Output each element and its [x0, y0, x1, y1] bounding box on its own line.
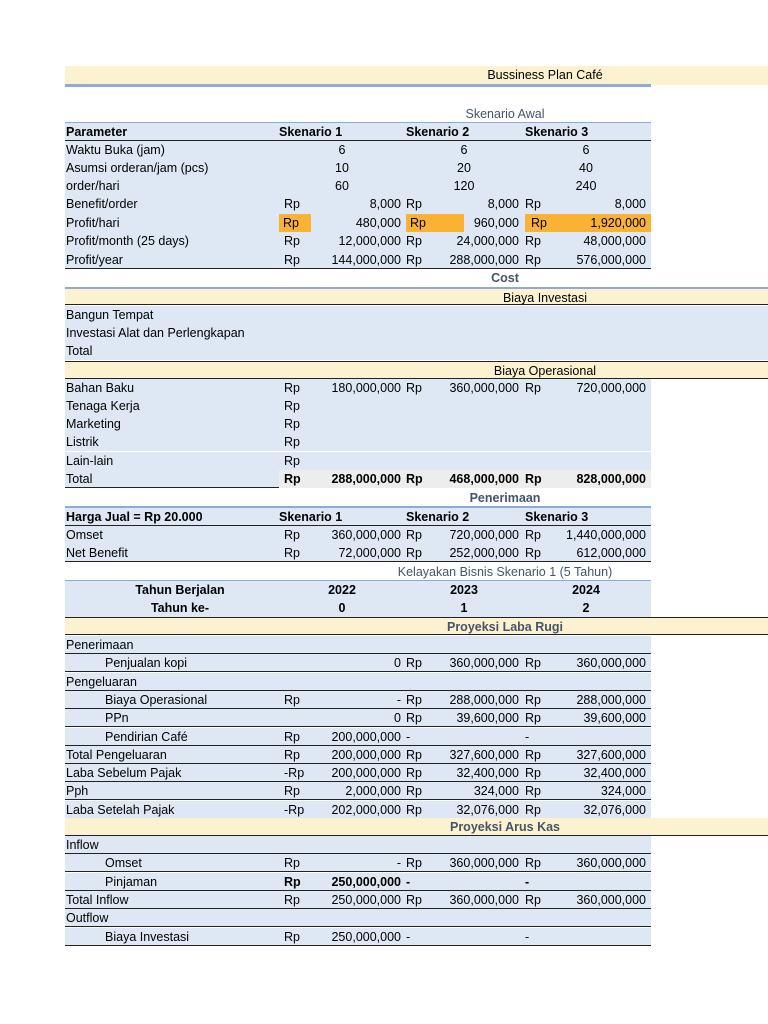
- parameter-label: order/hari: [66, 179, 120, 193]
- currency-label: Rp: [284, 417, 300, 431]
- parameter-row: [65, 159, 651, 177]
- operasional-row: [65, 415, 651, 433]
- currency-label: Rp: [284, 381, 300, 395]
- arus_kas-value-1: -: [396, 856, 401, 870]
- parameter-row: [65, 195, 651, 214]
- laba_rugi-label: Total Pengeluaran: [66, 748, 167, 762]
- value-skenario-2: 468,000,000: [449, 472, 519, 486]
- investasi-label: Total: [66, 344, 93, 358]
- penerimaan-skenario-1-header: Skenario 1: [279, 510, 343, 524]
- tahun-ke-3: 2: [582, 601, 590, 615]
- investasi-label: Investasi Alat dan Perlengkapan: [66, 326, 245, 340]
- operasional-label: Tenaga Kerja: [66, 399, 140, 413]
- cost-heading: Cost: [491, 271, 519, 285]
- currency-label: Rp: [525, 381, 541, 395]
- laba_rugi-value-2: 39,600,000: [456, 711, 519, 725]
- laba_rugi-currency-1: Rp: [284, 784, 300, 798]
- arus_kas-label: Inflow: [66, 838, 99, 852]
- laba_rugi-currency-1: Rp: [284, 730, 300, 744]
- value-skenario-2: 24,000,000: [456, 234, 519, 248]
- arus_kas-row: [65, 891, 651, 909]
- penerimaan-label: Net Benefit: [66, 546, 128, 560]
- laba_rugi-currency-1: -Rp: [284, 803, 305, 817]
- laba_rugi-label: Pendirian Café: [105, 730, 188, 744]
- currency-label: Rp: [284, 234, 300, 248]
- value-skenario-2: 6: [460, 143, 468, 157]
- arus_kas-label: Outflow: [66, 911, 109, 925]
- laba_rugi-currency-1: Rp: [284, 693, 300, 707]
- value-skenario-1: 72,000,000: [338, 546, 401, 560]
- arus_kas-label: Biaya Investasi: [105, 930, 190, 944]
- laba_rugi-value-3: 324,000: [600, 784, 646, 798]
- laba_rugi-currency-3: Rp: [525, 693, 541, 707]
- arus_kas-label: Omset: [105, 856, 142, 870]
- tahun-ke-row: [65, 599, 651, 617]
- parameter-header-row: [65, 123, 651, 141]
- investasi-row: [65, 306, 768, 324]
- currency-label: Rp: [284, 399, 300, 413]
- laba_rugi-row: [65, 654, 651, 672]
- arus_kas-currency-1: Rp: [284, 893, 300, 907]
- value-skenario-3: 8,000: [614, 197, 646, 211]
- laba_rugi-label: Pengeluaran: [66, 675, 137, 689]
- operasional-label: Total: [66, 472, 93, 486]
- value-skenario-2: 120: [453, 179, 475, 193]
- sheet-title: Bussiness Plan Café: [487, 68, 603, 82]
- currency-label: Rp: [406, 197, 422, 211]
- kelayakan-row: [65, 563, 651, 582]
- value-skenario-3: 720,000,000: [576, 381, 646, 395]
- skenario-awal-underline: [65, 105, 651, 124]
- value-skenario-2: 960,000: [473, 216, 519, 230]
- currency-label: Rp: [284, 472, 301, 486]
- arus_kas-row: [65, 909, 651, 927]
- tahun-berjalan-label: Tahun Berjalan: [135, 583, 225, 597]
- value-skenario-1: 180,000,000: [331, 381, 401, 395]
- laba_rugi-currency-2: Rp: [406, 784, 422, 798]
- laba_rugi-currency-2: -: [406, 730, 411, 744]
- laba_rugi-row: [65, 782, 651, 800]
- currency-label: Rp: [525, 546, 541, 560]
- parameter-row: [65, 141, 651, 159]
- currency-label: Rp: [406, 234, 422, 248]
- tahun-berjalan-2: 2023: [450, 583, 478, 597]
- laba_rugi-value-1: 200,000,000: [331, 766, 401, 780]
- value-skenario-3: 48,000,000: [583, 234, 646, 248]
- value-skenario-1: 6: [338, 143, 346, 157]
- parameter-label: Asumsi orderan/jam (pcs): [66, 161, 209, 175]
- laba_rugi-currency-3: -: [525, 730, 530, 744]
- laba_rugi-currency-3: Rp: [525, 784, 541, 798]
- value-skenario-1: 12,000,000: [338, 234, 401, 248]
- currency-label: Rp: [406, 546, 422, 560]
- arus_kas-currency-2: -: [406, 930, 411, 944]
- value-skenario-2: 252,000,000: [449, 546, 519, 560]
- operasional-row: [65, 470, 651, 488]
- skenario-1-header: Skenario 1: [279, 125, 343, 139]
- value-skenario-2: 288,000,000: [449, 253, 519, 267]
- arus_kas-value-1: 250,000,000: [331, 930, 401, 944]
- value-skenario-3: 40: [579, 161, 593, 175]
- operasional-label: Bahan Baku: [66, 381, 135, 395]
- tahun-berjalan-1: 2022: [328, 583, 356, 597]
- cost-row: [65, 269, 651, 287]
- arus_kas-value-2: 360,000,000: [449, 856, 519, 870]
- arus_kas-row: [65, 873, 651, 891]
- laba_rugi-value-1: -: [396, 693, 401, 707]
- value-skenario-2: 360,000,000: [449, 381, 519, 395]
- arus_kas-value-3: 360,000,000: [576, 893, 646, 907]
- currency-label: Rp: [525, 472, 542, 486]
- laba_rugi-currency-3: Rp: [525, 766, 541, 780]
- value-skenario-1: 288,000,000: [331, 472, 401, 486]
- arus_kas-row: [65, 854, 651, 872]
- arus_kas-currency-3: -: [525, 875, 530, 889]
- title-row: [65, 66, 768, 85]
- operasional-row: [65, 433, 651, 451]
- laba_rugi-value-1: 0: [394, 711, 401, 725]
- penerimaan-data-row: [65, 526, 651, 544]
- laba_rugi-label: Laba Sebelum Pajak: [66, 766, 182, 780]
- value-skenario-3: 240: [575, 179, 597, 193]
- laba_rugi-currency-3: Rp: [525, 748, 541, 762]
- laba_rugi-currency-3: Rp: [525, 803, 541, 817]
- laba_rugi-currency-2: Rp: [406, 656, 422, 670]
- proyeksi-arus-kas-row: [65, 818, 768, 836]
- investasi-label: Bangun Tempat: [66, 308, 154, 322]
- biaya-operasional-heading: Biaya Operasional: [493, 364, 597, 378]
- arus_kas-row: [65, 928, 651, 946]
- value-skenario-1: 8,000: [369, 197, 401, 211]
- currency-label: Rp: [525, 253, 541, 267]
- penerimaan-heading: Penerimaan: [469, 491, 541, 505]
- arus_kas-currency-2: Rp: [406, 856, 422, 870]
- currency-label: Rp: [525, 197, 541, 211]
- laba_rugi-row: [65, 746, 651, 764]
- arus_kas-currency-3: -: [525, 930, 530, 944]
- laba_rugi-value-3: 32,400,000: [583, 766, 646, 780]
- parameter-row: [65, 232, 651, 251]
- laba_rugi-currency-2: Rp: [406, 693, 422, 707]
- laba_rugi-label: Biaya Operasional: [105, 693, 208, 707]
- skenario-3-header: Skenario 3: [525, 125, 589, 139]
- arus_kas-currency-1: Rp: [284, 856, 300, 870]
- laba_rugi-currency-2: Rp: [406, 766, 422, 780]
- currency-label: Rp: [284, 197, 300, 211]
- laba_rugi-value-1: 2,000,000: [345, 784, 401, 798]
- laba_rugi-label: Penerimaan: [66, 638, 134, 652]
- arus_kas-currency-2: -: [406, 875, 411, 889]
- value-skenario-2: 8,000: [487, 197, 519, 211]
- laba_rugi-currency-3: Rp: [525, 711, 541, 725]
- proyeksi-arus-kas-heading: Proyeksi Arus Kas: [449, 820, 560, 834]
- laba_rugi-value-2: 288,000,000: [449, 693, 519, 707]
- laba_rugi-label: Laba Setelah Pajak: [66, 803, 175, 817]
- penerimaan-row: [65, 489, 651, 508]
- currency-label: Rp: [284, 435, 300, 449]
- currency-label: Rp: [284, 546, 300, 560]
- value-skenario-3: 612,000,000: [576, 546, 646, 560]
- currency-label: Rp: [406, 528, 422, 542]
- currency-label: Rp: [525, 528, 541, 542]
- currency-label: Rp: [525, 214, 651, 232]
- parameter-row: [65, 214, 651, 232]
- laba_rugi-currency-2: Rp: [406, 711, 422, 725]
- tahun-ke-label: Tahun ke-: [150, 601, 210, 615]
- harga-jual-label: Harga Jual = Rp 20.000: [66, 510, 203, 524]
- penerimaan-label: Omset: [66, 528, 103, 542]
- laba_rugi-value-1: 202,000,000: [331, 803, 401, 817]
- laba_rugi-value-1: 200,000,000: [331, 730, 401, 744]
- currency-label: Rp: [284, 253, 300, 267]
- arus_kas-row: [65, 836, 651, 854]
- arus_kas-label: Pinjaman: [105, 875, 158, 889]
- laba_rugi-value-2: 32,400,000: [456, 766, 519, 780]
- parameter-label: Profit/hari: [66, 216, 120, 230]
- value-skenario-3: 828,000,000: [576, 472, 646, 486]
- value-skenario-1: 360,000,000: [331, 528, 401, 542]
- penerimaan-data-row: [65, 544, 651, 562]
- operasional-label: Lain-lain: [66, 454, 114, 468]
- value-skenario-2: 720,000,000: [449, 528, 519, 542]
- laba_rugi-currency-2: Rp: [406, 748, 422, 762]
- arus_kas-currency-1: Rp: [284, 930, 300, 944]
- value-skenario-3: 1,440,000,000: [566, 528, 646, 542]
- tahun-ke-1: 0: [338, 601, 346, 615]
- parameter-row: [65, 177, 651, 195]
- laba_rugi-row: [65, 764, 651, 782]
- operasional-row: [65, 452, 651, 470]
- investasi-row: [65, 342, 768, 360]
- value-skenario-2: 20: [457, 161, 471, 175]
- parameter-label: Benefit/order: [66, 197, 138, 211]
- skenario-2-header: Skenario 2: [406, 125, 470, 139]
- value-skenario-1: 10: [335, 161, 349, 175]
- laba_rugi-row: [65, 636, 651, 654]
- laba_rugi-row: [65, 728, 651, 746]
- skenario-awal-heading: Skenario Awal: [465, 107, 545, 121]
- title-divider: [65, 84, 651, 87]
- laba_rugi-value-1: 0: [394, 656, 401, 670]
- laba_rugi-value-2: 324,000: [473, 784, 519, 798]
- operasional-row: [65, 397, 651, 415]
- operasional-label: Marketing: [66, 417, 121, 431]
- currency-label: Rp: [406, 381, 422, 395]
- laba_rugi-label: Penjualan kopi: [105, 656, 188, 670]
- laba_rugi-currency-2: Rp: [406, 803, 422, 817]
- parameter-label: Waktu Buka (jam): [66, 143, 165, 157]
- value-skenario-1: 60: [335, 179, 349, 193]
- laba_rugi-value-3: 327,600,000: [576, 748, 646, 762]
- operasional-row: [65, 379, 651, 397]
- laba_rugi-label: PPn: [105, 711, 129, 725]
- laba_rugi-label: Pph: [66, 784, 89, 798]
- currency-label: Rp: [284, 454, 300, 468]
- arus_kas-value-2: 360,000,000: [449, 893, 519, 907]
- tahun-berjalan-row: [65, 581, 651, 599]
- arus_kas-currency-3: Rp: [525, 893, 541, 907]
- parameter-label: Profit/year: [66, 253, 123, 267]
- proyeksi-laba-rugi-row: [65, 617, 768, 635]
- biaya-investasi-row: [65, 287, 768, 305]
- arus_kas-currency-2: Rp: [406, 893, 422, 907]
- value-skenario-3: 576,000,000: [576, 253, 646, 267]
- arus_kas-value-3: 360,000,000: [576, 856, 646, 870]
- currency-label: Rp: [284, 528, 300, 542]
- currency-label: Rp: [525, 234, 541, 248]
- arus_kas-value-1: 250,000,000: [331, 893, 401, 907]
- tahun-berjalan-3: 2024: [572, 583, 600, 597]
- biaya-operasional-row: [65, 361, 768, 379]
- parameter-header-label: Parameter: [66, 125, 128, 139]
- kelayakan-heading: Kelayakan Bisnis Skenario 1 (5 Tahun): [397, 565, 613, 579]
- laba_rugi-row: [65, 691, 651, 709]
- laba_rugi-currency-1: Rp: [284, 748, 300, 762]
- value-skenario-3: 6: [582, 143, 590, 157]
- tahun-ke-2: 1: [460, 601, 468, 615]
- laba_rugi-value-3: 360,000,000: [576, 656, 646, 670]
- laba_rugi-value-2: 32,076,000: [456, 803, 519, 817]
- arus_kas-label: Total Inflow: [66, 893, 129, 907]
- operasional-label: Listrik: [66, 435, 99, 449]
- proyeksi-laba-rugi-heading: Proyeksi Laba Rugi: [446, 620, 563, 634]
- laba_rugi-currency-1: -Rp: [284, 766, 305, 780]
- laba_rugi-row: [65, 673, 651, 691]
- laba_rugi-row: [65, 709, 651, 727]
- investasi-row: [65, 324, 768, 342]
- laba_rugi-value-1: 200,000,000: [331, 748, 401, 762]
- laba_rugi-currency-3: Rp: [525, 656, 541, 670]
- laba_rugi-value-2: 327,600,000: [449, 748, 519, 762]
- value-skenario-1: 144,000,000: [331, 253, 401, 267]
- currency-label: Rp: [279, 214, 311, 232]
- arus_kas-currency-1: Rp: [284, 875, 301, 889]
- laba_rugi-value-3: 288,000,000: [576, 693, 646, 707]
- laba_rugi-value-3: 32,076,000: [583, 803, 646, 817]
- currency-label: Rp: [406, 253, 422, 267]
- value-skenario-3: 1,920,000: [590, 216, 646, 230]
- biaya-investasi-heading: Biaya Investasi: [502, 291, 588, 305]
- laba_rugi-value-2: 360,000,000: [449, 656, 519, 670]
- currency-label: Rp: [406, 472, 423, 486]
- parameter-label: Profit/month (25 days): [66, 234, 189, 248]
- parameter-row: [65, 251, 651, 269]
- arus_kas-currency-3: Rp: [525, 856, 541, 870]
- laba_rugi-value-3: 39,600,000: [583, 711, 646, 725]
- harga-header-row: [65, 508, 651, 526]
- currency-label: Rp: [406, 214, 464, 232]
- penerimaan-skenario-3-header: Skenario 3: [525, 510, 589, 524]
- penerimaan-skenario-2-header: Skenario 2: [406, 510, 470, 524]
- laba_rugi-row: [65, 801, 651, 819]
- value-skenario-1: 480,000: [355, 216, 401, 230]
- arus_kas-value-1: 250,000,000: [331, 875, 401, 889]
